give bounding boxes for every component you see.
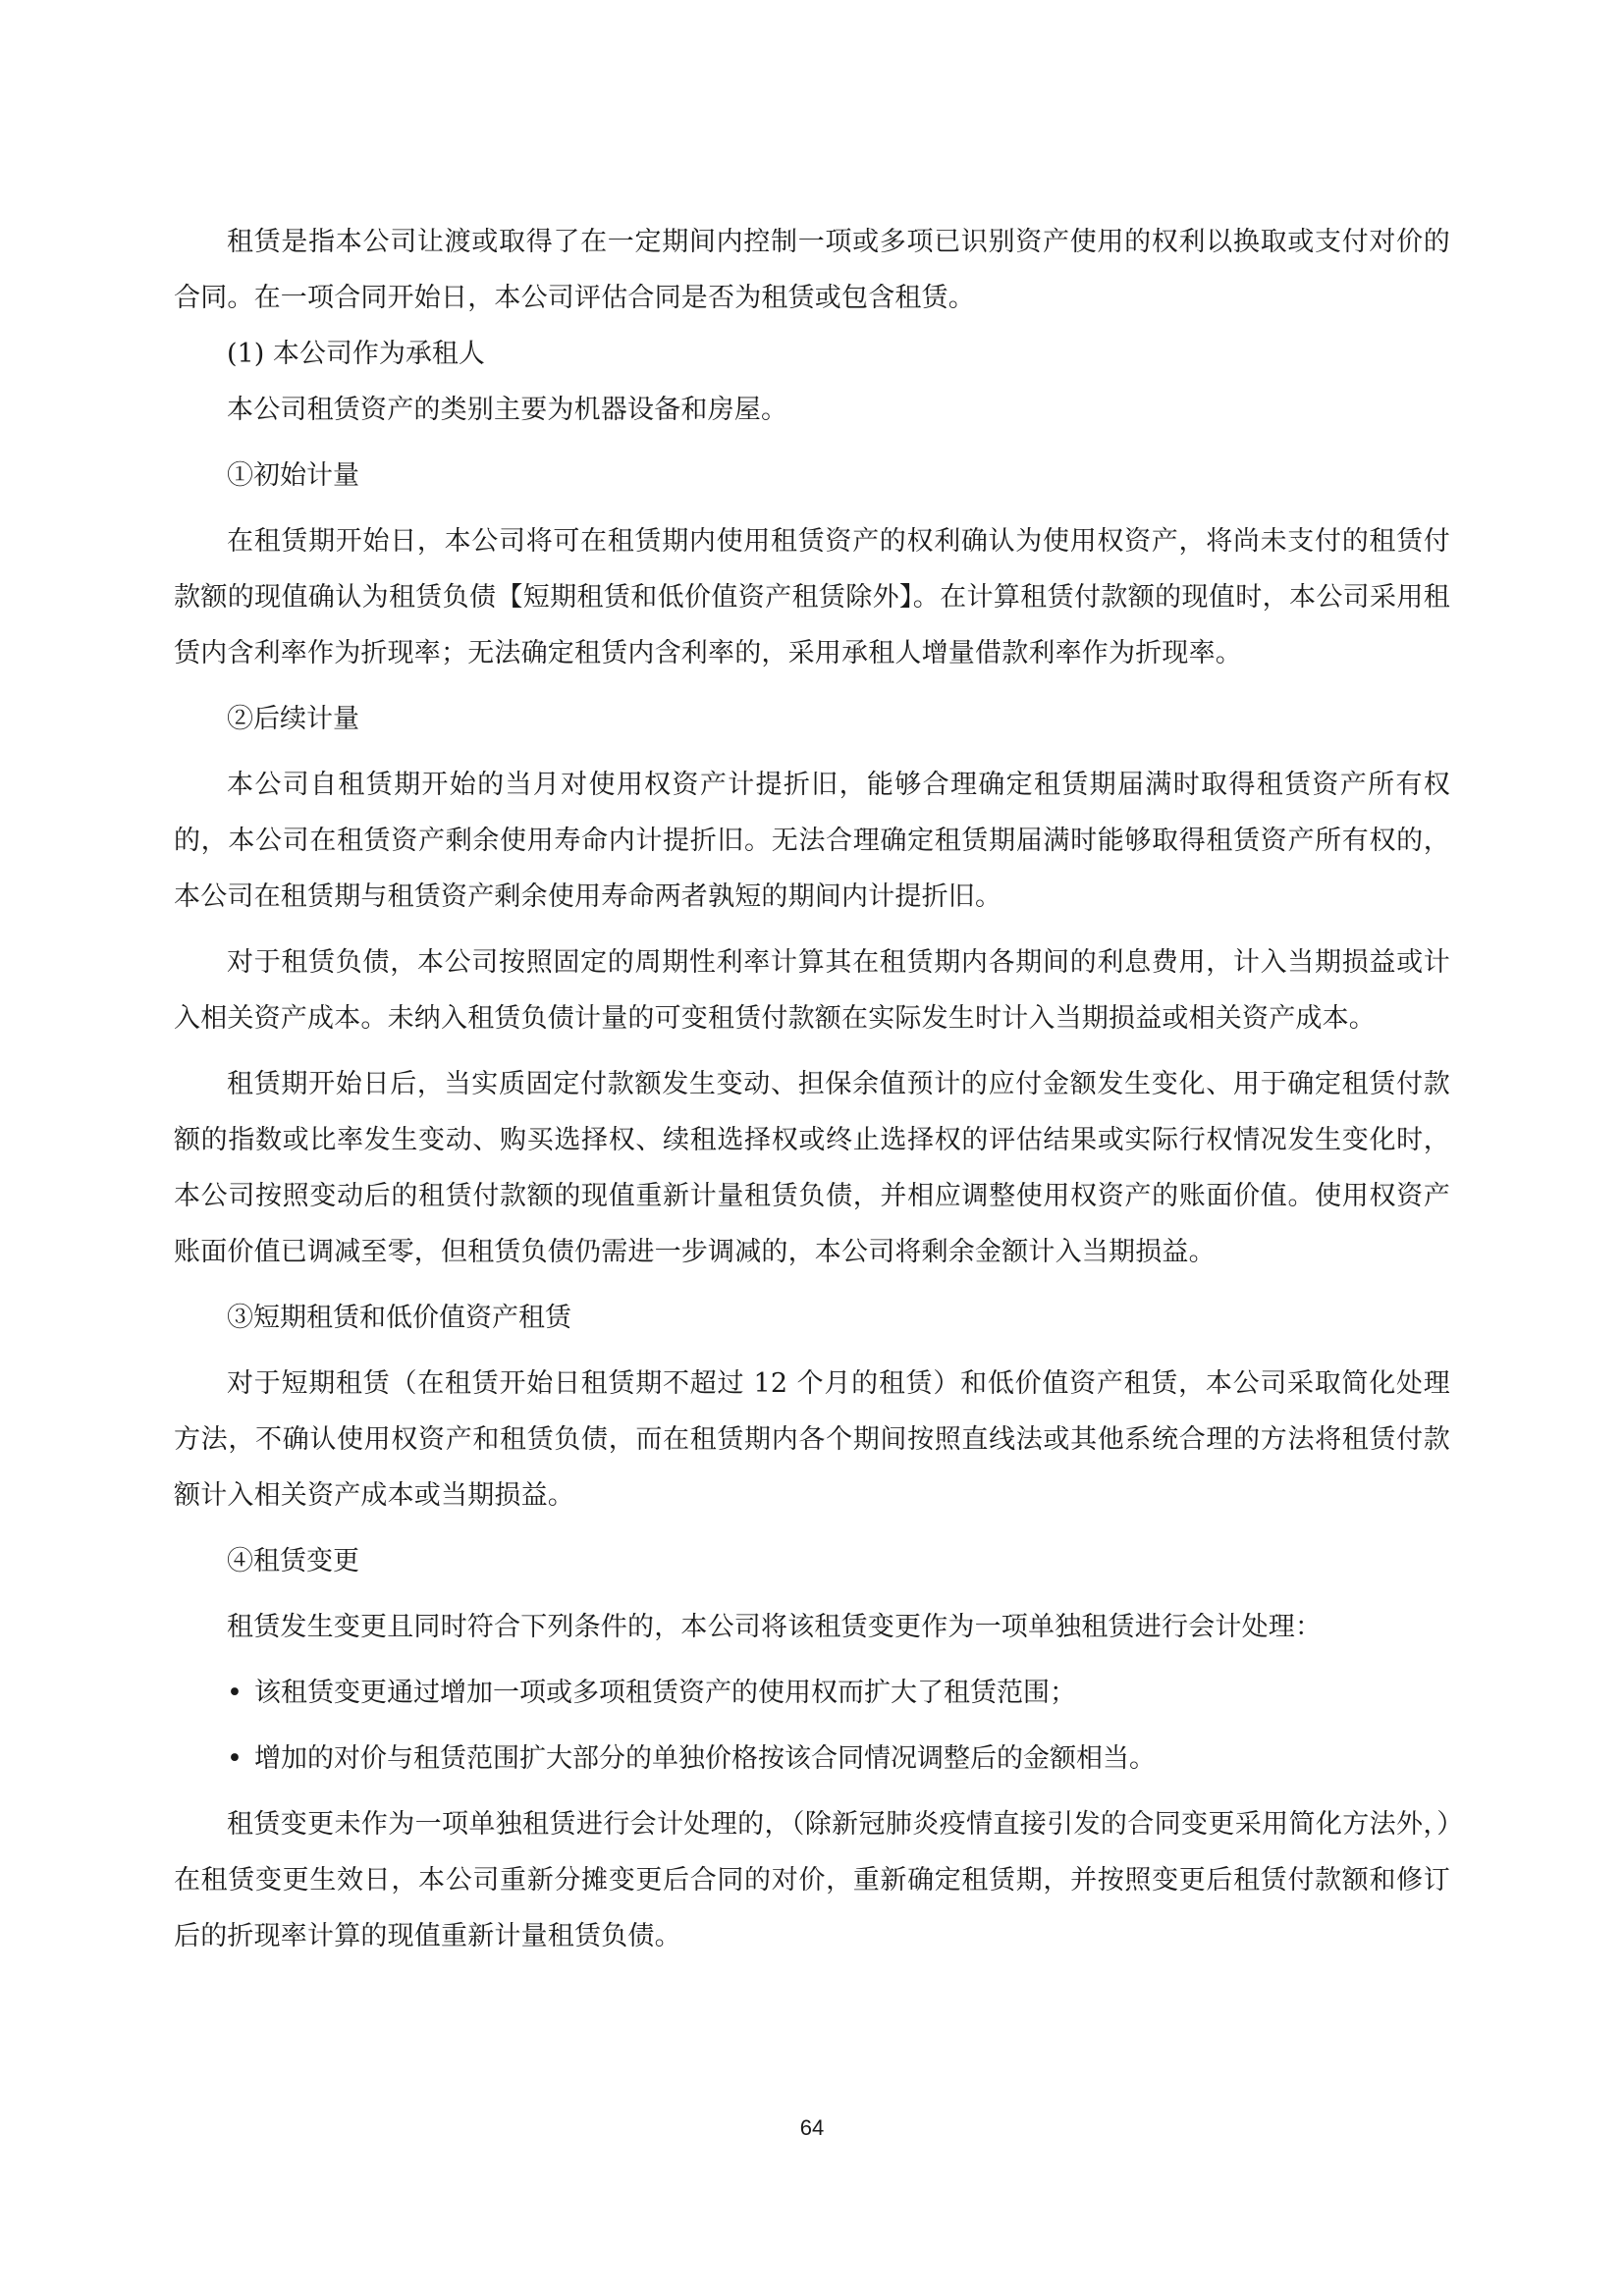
paragraph-modification-conditions: 租赁发生变更且同时符合下列条件的，本公司将该租赁变更作为一项单独租赁进行会计处理：: [227, 1612, 1323, 1642]
heading-subsequent-measurement: ②后续计量: [227, 704, 359, 734]
paragraph-lease-asset-categories: 本公司租赁资产的类别主要为机器设备和房屋。: [227, 395, 788, 425]
heading-initial-measurement: ①初始计量: [227, 460, 359, 491]
heading-company-as-lessee: (1) 本公司作为承租人: [227, 339, 485, 369]
paragraph-non-separate-modification: 租赁变更未作为一项单独租赁进行会计处理的，（除新冠肺炎疫情直接引发的合同变更采用简化方法外，）在租赁变更生效日，本公司重新分摊变更后合同的对价，重新确定租赁期，并按照变更后租赁付款额和修订后的折现率计算的现值重新计量租赁负债。: [174, 1809, 1450, 1951]
list-item-condition-1: [174, 1665, 1450, 1721]
paragraph-remeasurement: 租赁期开始日后，当实质固定付款额发生变动、担保余值预计的应付金额发生变化、用于确定租赁付款额的指数或比率发生变动、购买选择权、续租选择权或终止选择权的评估结果或实际行权情况发生变化时，本公司按照变动后的租赁付款额的现值重新计量租赁负债，并相应调整使用权资产的账面价值。使用权资产账面价值已调减至零，但租赁负债仍需进一步调减的，本公司将剩余金额计入当期损益。: [174, 1069, 1450, 1267]
list-item-text: 该租赁变更通过增加一项或多项租赁资产的使用权而扩大了租赁范围；: [254, 1678, 1076, 1708]
heading-short-term-low-value: ③短期租赁和低价值资产租赁: [227, 1303, 571, 1333]
paragraph-short-term-low-value: 对于短期租赁（在租赁开始日租赁期不超过 12 个月的租赁）和低价值资产租赁，本公司采取简化处理方法，不确认使用权资产和租赁负债，而在租赁期内各个期间按照直线法或其他系统合理的方法将租赁付款额计入相关资产成本或当期损益。: [174, 1368, 1450, 1511]
heading-lease-modification: ④租赁变更: [227, 1546, 359, 1576]
paragraph-lease-definition: 租赁是指本公司让渡或取得了在一定期间内控制一项或多项已识别资产使用的权利以换取或支付对价的合同。在一项合同开始日，本公司评估合同是否为租赁或包含租赁。: [174, 227, 1450, 313]
page-number: 64: [799, 2115, 825, 2140]
list-item-text: 增加的对价与租赁范围扩大部分的单独价格按该合同情况调整后的金额相当。: [254, 1743, 1156, 1774]
paragraph-initial-measurement: 在租赁期开始日，本公司将可在租赁期内使用租赁资产的权利确认为使用权资产，将尚未支付的租赁付款额的现值确认为租赁负债【短期租赁和低价值资产租赁除外】。在计算租赁付款额的现值时，本公司采用租赁内含利率作为折现率；无法确定租赁内含利率的，采用承租人增量借款利率作为折现率。: [174, 526, 1450, 668]
paragraph-lease-liability-interest: 对于租赁负债，本公司按照固定的周期性利率计算其在租赁期内各期间的利息费用，计入当期损益或计入相关资产成本。未纳入租赁负债计量的可变租赁付款额在实际发生时计入当期损益或相关资产成本。: [174, 947, 1450, 1034]
list-item-condition-2: [174, 1731, 1450, 1787]
page-body: [174, 214, 1450, 1964]
paragraph-depreciation: 本公司自租赁期开始的当月对使用权资产计提折旧，能够合理确定租赁期届满时取得租赁资产所有权的，本公司在租赁资产剩余使用寿命内计提折旧。无法合理确定租赁期届满时能够取得租赁资产所有权的，本公司在租赁期与租赁资产剩余使用寿命两者孰短的期间内计提折旧。: [174, 770, 1450, 912]
bullet-icon: •: [227, 1678, 243, 1708]
bullet-icon: •: [227, 1743, 243, 1774]
